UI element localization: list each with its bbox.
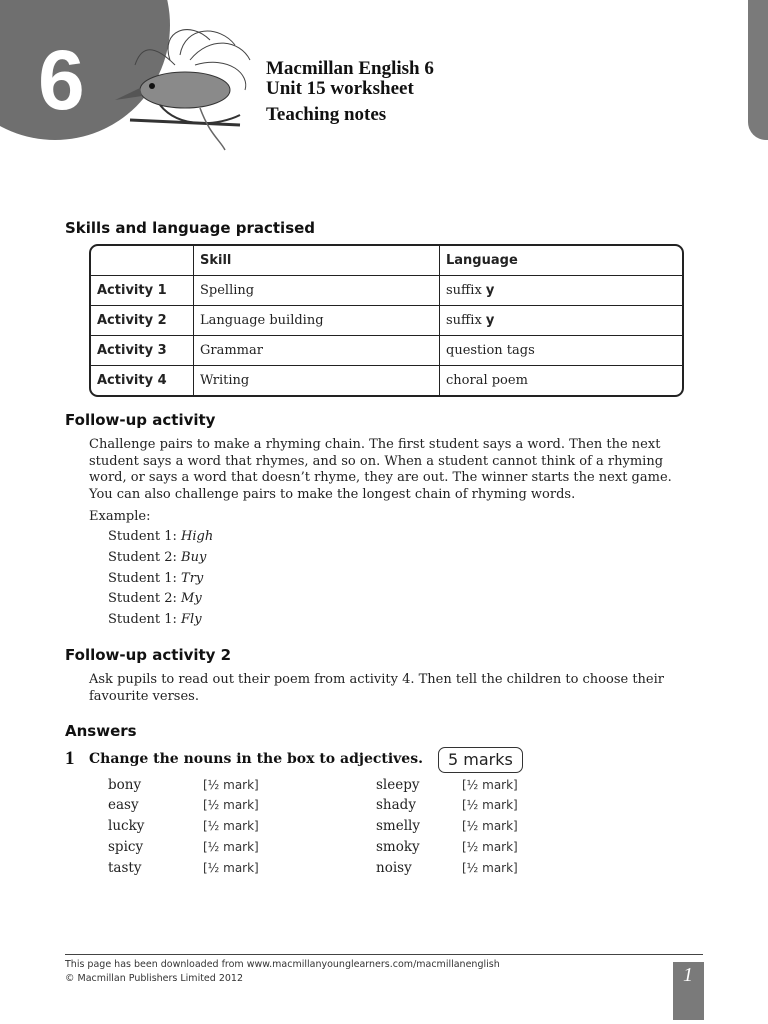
language-cell [440,336,682,366]
table-row [91,276,682,306]
followup2-heading: Follow-up activity 2 [65,646,232,664]
language-bold: y [485,283,495,298]
activity-cell: Activity 3 [91,336,194,366]
language-bold: y [485,313,495,328]
answer-word: smelly [376,818,420,834]
language-text: suffix [446,283,486,298]
answer-mark: [½ mark] [203,798,259,812]
skill-cell: Spelling [194,276,440,306]
answer-mark: [½ mark] [462,861,518,875]
answer-word: tasty [108,860,142,876]
table-row [91,366,682,395]
question-text: Change the nouns in the box to adjectives. [89,751,423,767]
skill-cell: Writing [194,366,440,395]
skills-table [89,244,684,397]
activity-cell: Activity 2 [91,306,194,336]
worksheet-title-line3: Teaching notes [266,104,387,125]
answer-mark: [½ mark] [462,798,518,812]
bird-illustration [100,20,260,160]
page-number: 1 [683,964,693,986]
paragraph-line: You can also challenge pairs to make the longest chain of rhyming words. [89,486,576,502]
activity-cell: Activity 1 [91,276,194,306]
table-header-row [91,246,682,276]
language-cell [440,306,682,336]
example-line: Student 1: Fly [108,612,202,627]
answer-word: easy [108,797,139,813]
answer-mark: [½ mark] [203,778,259,792]
followup2-paragraph [89,672,679,705]
language-text: choral poem [446,373,528,388]
answer-word: bony [108,777,142,793]
answer-word: sleepy [376,777,420,793]
question-number: 1 [65,748,75,769]
answer-mark: [½ mark] [462,778,518,792]
marks-box: 5 marks [438,747,523,773]
answer-word: smoky [376,839,420,855]
followup-heading: Follow-up activity [65,411,216,429]
followup-paragraph [89,437,679,503]
answer-mark: [½ mark] [462,819,518,833]
example-line: Student 1: Try [108,571,204,586]
paragraph-line: Challenge pairs to make a rhyming chain. The first student says a word. Then the next [89,437,661,452]
answer-word: lucky [108,818,145,834]
answer-word: spicy [108,839,144,855]
language-cell [440,366,682,395]
unit-number: 6 [38,33,85,127]
example-line: Student 2: Buy [108,550,207,565]
worksheet-title-line1: Macmillan English 6 [266,58,434,79]
answer-word: noisy [376,860,412,876]
skill-cell: Grammar [194,336,440,366]
paragraph-line: word, or says a word that doesn’t rhyme, they are out. The winner starts the next game. [89,470,672,485]
table-header-cell: Skill [194,246,440,276]
table-header-cell: Language [440,246,682,276]
skill-cell: Language building [194,306,440,336]
paragraph-line: student says a word that rhymes, and so on. When a student cannot think of a rhyming [89,453,664,469]
corner-tab [748,0,768,140]
example-line: Student 2: My [108,591,202,606]
worksheet-title-line2: Unit 15 worksheet [266,78,414,99]
skills-heading: Skills and language practised [65,219,316,237]
answer-mark: [½ mark] [203,861,259,875]
footer-download-line: This page has been downloaded from www.macmillanyounglearners.com/macmillanenglish [65,959,500,970]
answer-mark: [½ mark] [462,840,518,854]
paragraph-line: Ask pupils to read out their poem from activity 4. Then tell the children to choose their [89,672,664,687]
example-line: Student 1: High [108,529,214,544]
example-label: Example: [89,509,151,524]
table-row [91,306,682,336]
language-cell [440,276,682,306]
answers-heading: Answers [65,722,137,740]
table-row [91,336,682,366]
answer-mark: [½ mark] [203,840,259,854]
language-text: suffix [446,313,486,328]
paragraph-line: favourite verses. [89,688,199,704]
footer-divider [65,954,703,955]
answer-mark: [½ mark] [203,819,259,833]
answer-word: shady [376,797,416,813]
footer-copyright: © Macmillan Publishers Limited 2012 [65,973,243,984]
activity-cell: Activity 4 [91,366,194,395]
table-header-cell [91,246,194,276]
language-text: question tags [446,343,535,358]
